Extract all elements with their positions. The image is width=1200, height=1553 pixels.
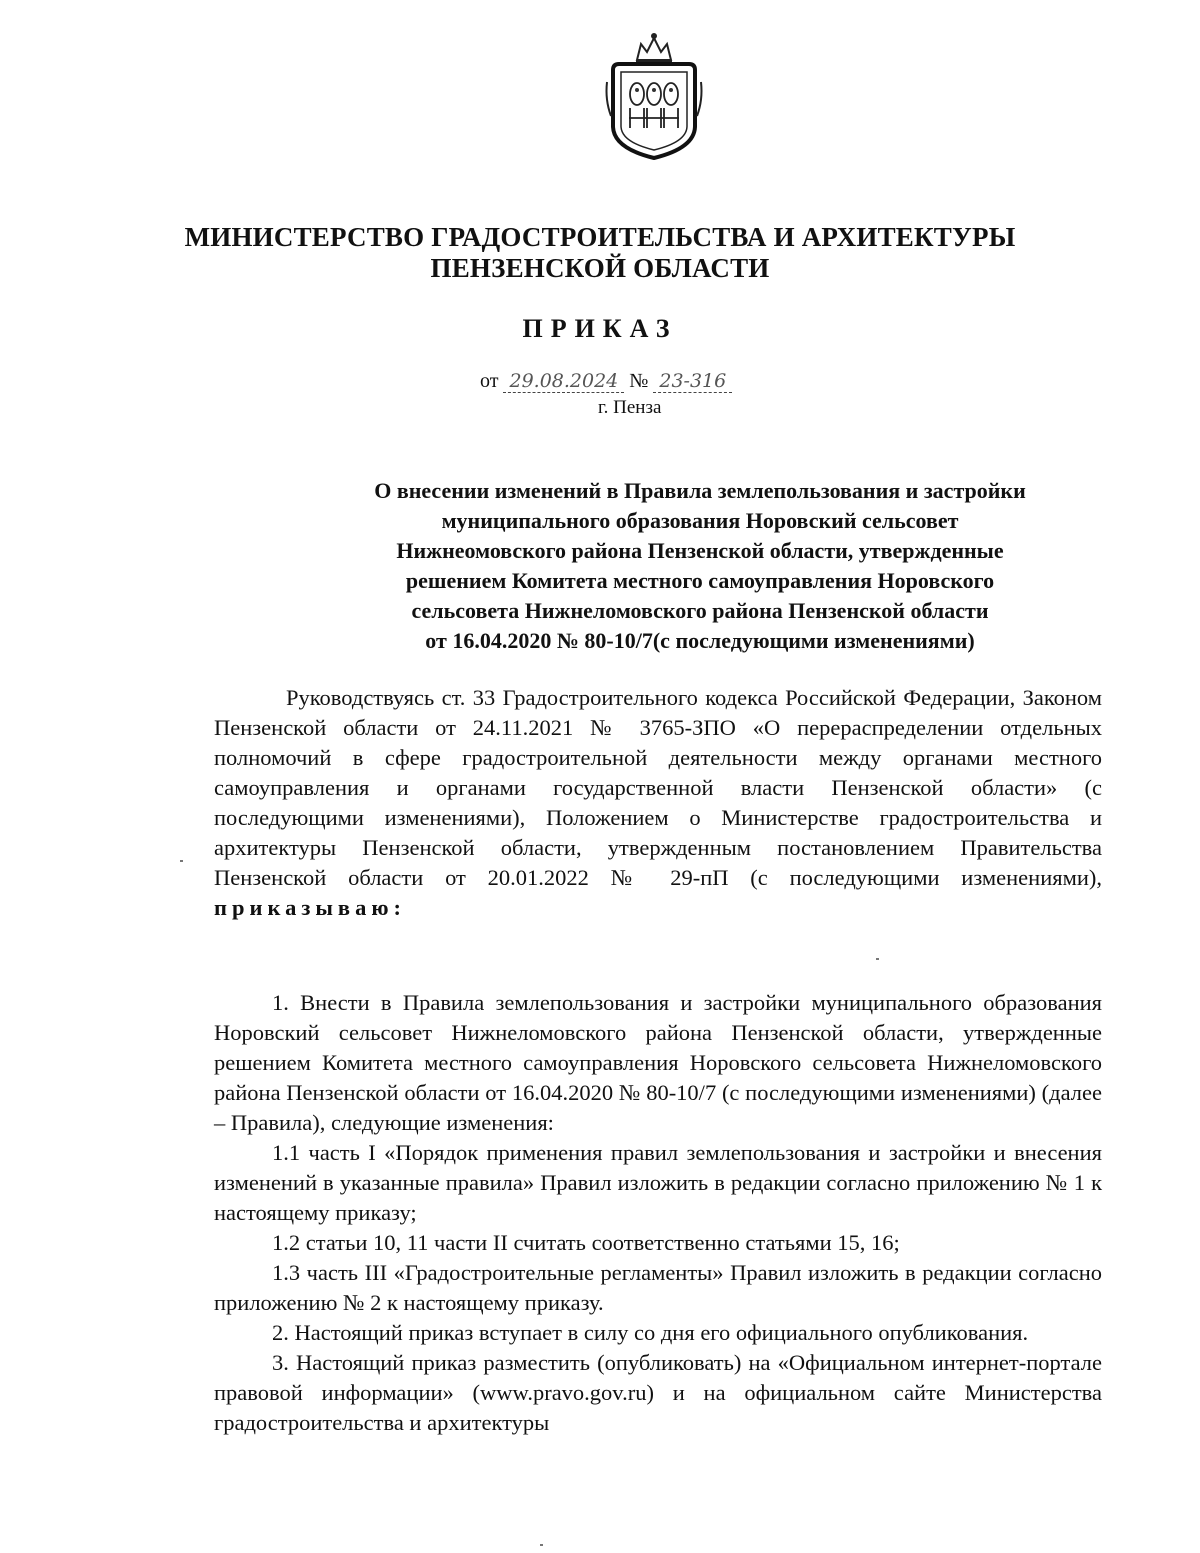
coat-of-arms-icon	[603, 30, 705, 162]
order-word: приказываю:	[214, 895, 407, 920]
item-3: 3. Настоящий приказ разместить (опубликовать) на «Официальном интернет-портале правовой информации» (www.pravo.gov.ru) и на официальном сайте Министерства градостроительства и архитектуры	[214, 1350, 1102, 1435]
ministry-line-1: МИНИСТЕРСТВО ГРАДОСТРОИТЕЛЬСТВА И АРХИТЕКТУРЫ	[184, 222, 1016, 252]
order-subject	[290, 476, 1110, 656]
item-1-3: 1.3 часть III «Градостроительные регламенты» Правил изложить в редакции согласно приложению № 2 к настоящему приказу.	[214, 1260, 1102, 1315]
preamble-text: Руководствуясь ст. 33 Градостроительного кодекса Российской Федерации, Законом Пензенской области от 24.11.2021 № 3765-ЗПО «О перераспределении отдельных полномочий в сфере градостроительной деятельности между органами местного самоуправления и органами государственной власти Пензенской области» (с последующими изменениями), Положением о Министерстве градостроительства и архитектуры Пензенской области, утвержденным постановлением Правительства Пензенской области от 20.01.2022 № 29-пП (с последующими изменениями),	[214, 685, 1102, 890]
subject-line-2: муниципального образования Норовский сельсовет	[441, 508, 959, 533]
subject-line-1: О внесении изменений в Правила землепользования и застройки	[374, 478, 1026, 503]
document-type-title: ПРИКАЗ	[522, 314, 678, 343]
subject-line-3: Нижнеомовского района Пензенской области, утвержденные	[396, 538, 1004, 563]
subject-line-6: от 16.04.2020 № 80-10/7(с последующими изменениями)	[425, 628, 975, 653]
item-1-2: 1.2 статьи 10, 11 части II считать соответственно статьями 15, 16;	[272, 1230, 900, 1255]
scan-speck	[876, 958, 879, 960]
item-2: 2. Настоящий приказ вступает в силу со дня его официального опубликования.	[272, 1320, 1029, 1345]
number-prefix: №	[629, 370, 649, 392]
order-items	[214, 988, 1102, 1438]
ministry-name	[0, 222, 1200, 284]
ministry-line-2: ПЕНЗЕНСКОЙ ОБЛАСТИ	[430, 253, 770, 283]
item-1-1: 1.1 часть I «Порядок применения правил землепользования и застройки и внесения изменений в указанные правила» Правил изложить в редакции согласно приложению № 1 к настоящему приказу;	[214, 1140, 1102, 1225]
item-1: 1. Внести в Правила землепользования и застройки муниципального образования Норовский сельсовет Нижнеломовского района Пензенской области, утвержденные решением Комитета местного самоуправления Норовского сельсовета Нижнеломовского района Пензенской области от 16.04.2020 № 80-10/7 (с последующими изменениями) (далее – Правила), следующие изменения:	[214, 990, 1102, 1135]
handwritten-date: 29.08.2024	[503, 370, 624, 393]
scan-speck	[180, 860, 183, 862]
handwritten-number: 23-316	[653, 370, 732, 393]
date-prefix: от	[480, 370, 499, 392]
city-label: г. Пенза	[598, 397, 662, 418]
scan-speck	[540, 1544, 543, 1546]
preamble-paragraph	[214, 683, 1102, 923]
subject-line-5: сельсовета Нижнеломовского района Пензенской области	[411, 598, 989, 623]
date-number-line	[480, 370, 880, 393]
subject-line-4: решением Комитета местного самоуправления Норовского	[405, 568, 995, 593]
